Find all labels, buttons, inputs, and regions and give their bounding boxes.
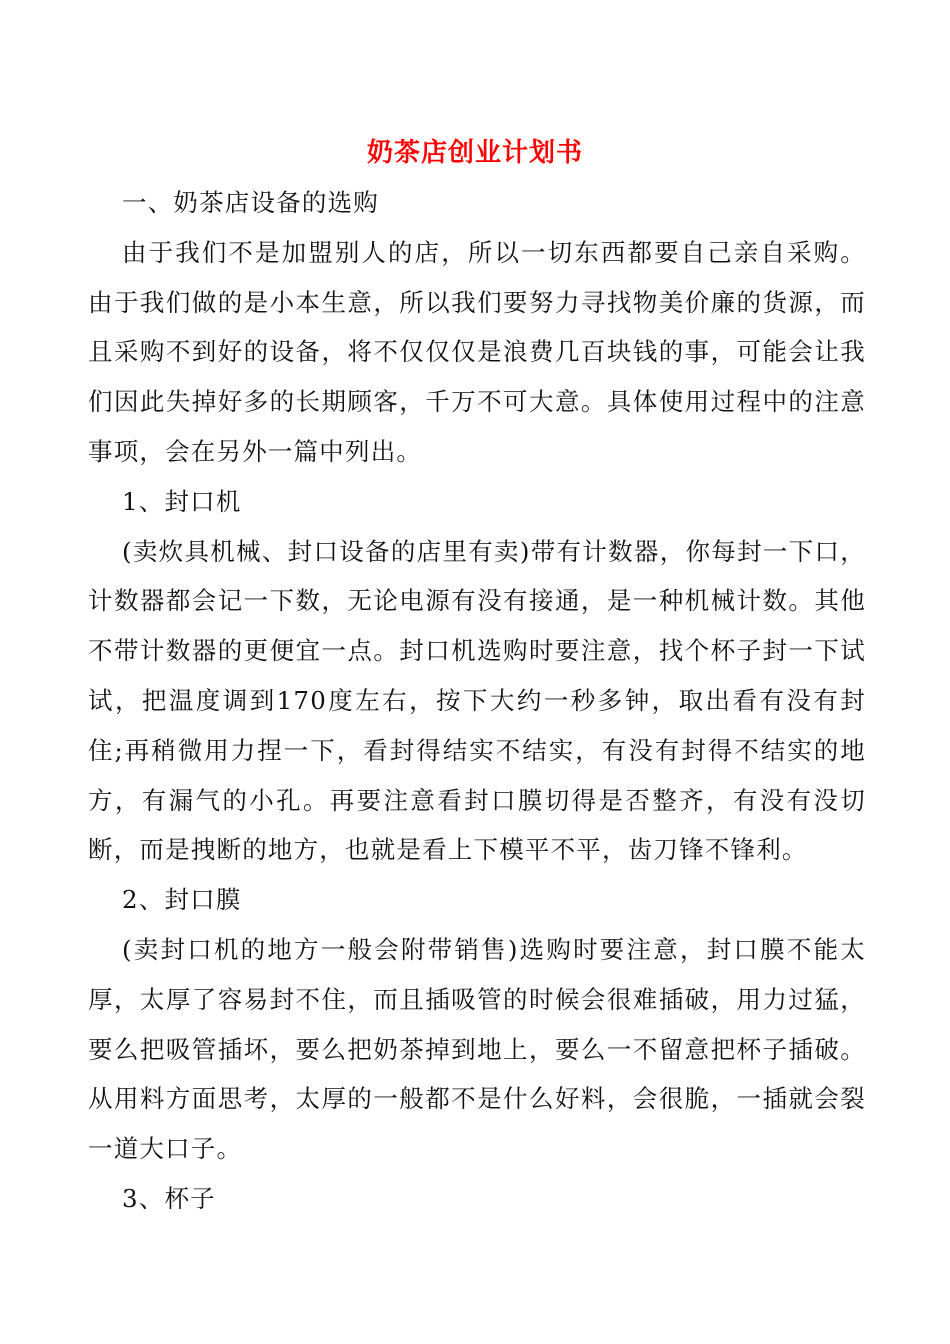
paragraph-intro: 由于我们不是加盟别人的店，所以一切东西都要自己亲自采购。由于我们做的是小本生意，所以我们要努力寻找物美价廉的货源，而且采购不到好的设备，将不仅仅仅是浪费几百块钱的事，可能会让我们因此失掉好多的长期顾客，千万不可大意。具体使用过程中的注意事项，会在另外一篇中列出。 [88,237,866,466]
subheading-cups: 3、杯子 [122,1183,216,1213]
document-body [88,178,866,1224]
subheading-sealing-film: 2、封口膜 [122,885,242,915]
document-title: 奶茶店创业计划书 [366,138,583,168]
subheading-sealing-machine: 1、封口机 [122,486,242,516]
section-heading-equipment: 一、奶茶店设备的选购 [122,188,379,217]
paragraph-sealing-film: (卖封口机的地方一般会附带销售)选购时要注意，封口膜不能太厚，太厚了容易封不住，而且插吸管的时候会很难插破，用力过猛，要么把吸管插坏，要么把奶茶掉到地上，要么一不留意把杯子插破。从用料方面思考，太厚的一般都不是什么好料，会很脆，一插就会裂一道大口子。 [88,934,866,1164]
paragraph-sealing-machine: (卖炊具机械、封口设备的店里有卖)带有计数器，你每封一下口，计数器都会记一下数，无论电源有没有接通，是一种机械计数。其他不带计数器的更便宜一点。封口机选购时要注意，找个杯子封一下试试，把温度调到170度左右，按下大约一秒多钟，取出看有没有封住;再稍微用力捏一下，看封得结实不结实，有没有封得不结实的地方，有漏气的小孔。再要注意看封口膜切得是否整齐，有没有没切断，而是拽断的地方，也就是看上下模平不平，齿刀锋不锋利。 [88,536,866,865]
